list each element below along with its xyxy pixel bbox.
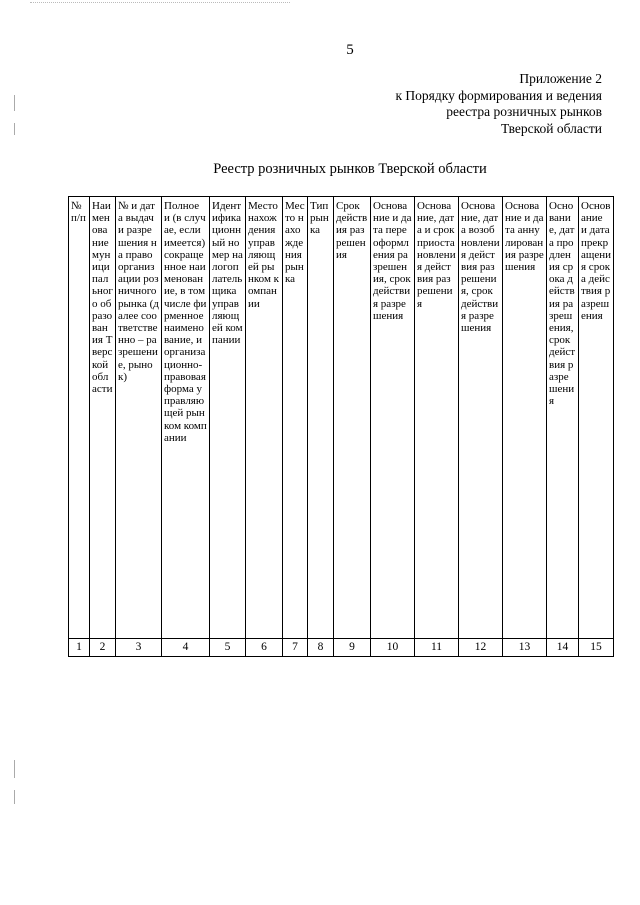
document-title: Реестр розничных рынков Тверской области [213,161,487,177]
column-number: 12 [459,639,503,657]
appendix-header [395,71,602,137]
appendix-line: реестра розничных рынков [446,104,602,119]
column-number: 2 [90,639,116,657]
column-number: 1 [69,639,90,657]
appendix-line: Тверской области [501,120,602,136]
registry-table [68,196,614,657]
column-header: Тип рынка [308,197,334,639]
column-header: Основание, дата продления срока действия разрешения, срок действия разрешения [547,197,579,639]
table-header-row [69,197,614,639]
column-header: № и дата выдачи разрешения на право организации розничного рынка (далее соответственно – разрешение, рынок) [116,197,162,639]
column-number: 15 [579,639,614,657]
column-number: 6 [246,639,283,657]
column-header: № п/п [69,197,90,639]
column-number: 4 [162,639,210,657]
appendix-line: Приложение 2 [519,71,602,86]
scan-artifact-top [30,2,290,4]
column-header: Основание, дата и срок приостановления действия разрешения [415,197,459,639]
column-header: Полное и (в случае, если имеется) сокращенное наименование, в том числе фирменное наименование, и организационно-правовая форма управляющей рынком компании [162,197,210,639]
scan-artifact-mark [14,95,15,111]
column-header: Место нахождения рынка [283,197,308,639]
column-number: 7 [283,639,308,657]
column-header: Срок действия разрешения [334,197,371,639]
column-header: Основание и дата переоформления разрешения, срок действия разрешения [371,197,415,639]
column-header: Идентификационный номер налогоплательщика управляющей компании [210,197,246,639]
column-number: 14 [547,639,579,657]
column-header: Основание, дата возобновления действия разрешения, срок действия разрешения [459,197,503,639]
column-number: 3 [116,639,162,657]
column-header: Основание и дата аннулирования разрешения [503,197,547,639]
column-number: 11 [415,639,459,657]
scan-artifact-mark [14,790,15,804]
column-number: 8 [308,639,334,657]
column-header: Место нахождения управляющей рынком компании [246,197,283,639]
column-number: 5 [210,639,246,657]
appendix-line: к Порядку формирования и ведения [395,87,602,103]
column-header: Наименование муниципального образования Тверской области [90,197,116,639]
column-number: 9 [334,639,371,657]
scan-artifact-mark [14,123,15,135]
page-number: 5 [346,42,354,58]
column-header: Основание и дата прекращения срока действия разрешения [579,197,614,639]
column-number: 13 [503,639,547,657]
column-number: 10 [371,639,415,657]
column-number-row [69,639,614,657]
scan-artifact-mark [14,760,15,778]
